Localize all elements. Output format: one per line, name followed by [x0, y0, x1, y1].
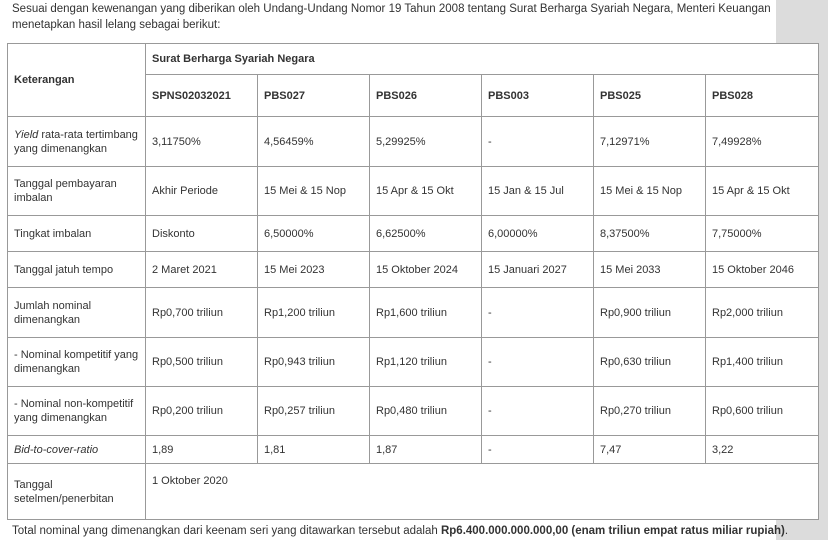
table-cell: 5,29925%	[370, 117, 482, 167]
table-cell: 1,87	[370, 436, 482, 464]
row-label: Tingkat imbalan	[8, 216, 146, 252]
header-series: SPNS02032021	[146, 75, 258, 117]
header-series: PBS026	[370, 75, 482, 117]
table-cell: -	[482, 338, 594, 387]
header-series: PBS027	[258, 75, 370, 117]
table-cell: Rp0,900 triliun	[594, 288, 706, 338]
table-cell: -	[482, 288, 594, 338]
table-cell: Rp1,120 triliun	[370, 338, 482, 387]
table-cell: 15 Januari 2027	[482, 252, 594, 288]
table-cell: Rp0,257 triliun	[258, 387, 370, 436]
table-row	[8, 167, 819, 216]
settlement-date: 1 Oktober 2020	[146, 464, 819, 520]
table-row	[8, 117, 819, 167]
row-label: Tanggal jatuh tempo	[8, 252, 146, 288]
total-nominal: Rp6.400.000.000.000,00 (enam triliun empat ratus miliar rupiah)	[440, 525, 785, 537]
table-cell: Rp1,400 triliun	[706, 338, 819, 387]
table-cell: 3,22	[706, 436, 819, 464]
table-cell: 15 Oktober 2046	[706, 252, 819, 288]
table-row	[8, 216, 819, 252]
table-row	[8, 288, 819, 338]
table-cell: Rp0,600 triliun	[706, 387, 819, 436]
header-series: PBS028	[706, 75, 819, 117]
table-cell: 15 Jan & 15 Jul	[482, 167, 594, 216]
row-label: Jumlah nominal dimenangkan	[8, 288, 146, 338]
table-cell: Diskonto	[146, 216, 258, 252]
footer-summary: Total nominal yang dimenangkan dari keenam seri yang ditawarkan tersebut adalah Rp6.400.000.000.000,00 (enam triliun empat ratus miliar rupiah).	[12, 525, 789, 537]
auction-results-table	[7, 43, 819, 520]
table-cell: -	[482, 387, 594, 436]
table-cell: Rp2,000 triliun	[706, 288, 819, 338]
table-cell: 8,37500%	[594, 216, 706, 252]
table-cell: 6,00000%	[482, 216, 594, 252]
intro-text: Sesuai dengan kewenangan yang diberikan oleh Undang-Undang Nomor 19 Tahun 2008 tentang Surat Berharga Syariah Negara, Menteri Keuangan menetapkan hasil lelang sebagai berikut:	[12, 3, 771, 31]
table-cell: 15 Oktober 2024	[370, 252, 482, 288]
header-series: PBS003	[482, 75, 594, 117]
header-keterangan: Keterangan	[8, 44, 146, 117]
row-label: - Nominal kompetitif yang dimenangkan	[8, 338, 146, 387]
table-row	[8, 338, 819, 387]
table-cell: 2 Maret 2021	[146, 252, 258, 288]
table-cell: Rp0,480 triliun	[370, 387, 482, 436]
table-cell: Rp1,200 triliun	[258, 288, 370, 338]
table-cell: Rp0,500 triliun	[146, 338, 258, 387]
row-label: Tanggal setelmen/penerbitan	[8, 464, 146, 520]
row-label: Tanggal pembayaran imbalan	[8, 167, 146, 216]
table-cell: 15 Mei & 15 Nop	[594, 167, 706, 216]
table-cell: 3,11750%	[146, 117, 258, 167]
table-cell: Rp0,270 triliun	[594, 387, 706, 436]
row-label: - Nominal non-kompetitif yang dimenangkan	[8, 387, 146, 436]
table-cell: 6,50000%	[258, 216, 370, 252]
table-row	[8, 464, 819, 520]
table-cell: 1,81	[258, 436, 370, 464]
table-cell: Rp1,600 triliun	[370, 288, 482, 338]
table-cell: 15 Mei 2033	[594, 252, 706, 288]
table-cell: 6,62500%	[370, 216, 482, 252]
table-cell: Rp0,943 triliun	[258, 338, 370, 387]
table-cell: Rp0,630 triliun	[594, 338, 706, 387]
row-label: Yield rata-rata tertimbang yang dimenangkan	[8, 117, 146, 167]
header-group-sbsn: Surat Berharga Syariah Negara	[146, 44, 819, 75]
table-cell: 15 Apr & 15 Okt	[706, 167, 819, 216]
table-cell: 7,47	[594, 436, 706, 464]
header-series: PBS025	[594, 75, 706, 117]
table-cell: 7,49928%	[706, 117, 819, 167]
table-cell: Rp0,200 triliun	[146, 387, 258, 436]
table-row	[8, 252, 819, 288]
row-label: Bid-to-cover-ratio	[8, 436, 146, 464]
table-cell: 7,75000%	[706, 216, 819, 252]
table-cell: Akhir Periode	[146, 167, 258, 216]
table-cell: -	[482, 117, 594, 167]
table-cell: 1,89	[146, 436, 258, 464]
table-cell: -	[482, 436, 594, 464]
table-cell: 4,56459%	[258, 117, 370, 167]
table-cell: Rp0,700 triliun	[146, 288, 258, 338]
table-row	[8, 387, 819, 436]
table-cell: 15 Apr & 15 Okt	[370, 167, 482, 216]
table-cell: 15 Mei 2023	[258, 252, 370, 288]
table-cell: 15 Mei & 15 Nop	[258, 167, 370, 216]
table-cell: 7,12971%	[594, 117, 706, 167]
table-row	[8, 436, 819, 464]
